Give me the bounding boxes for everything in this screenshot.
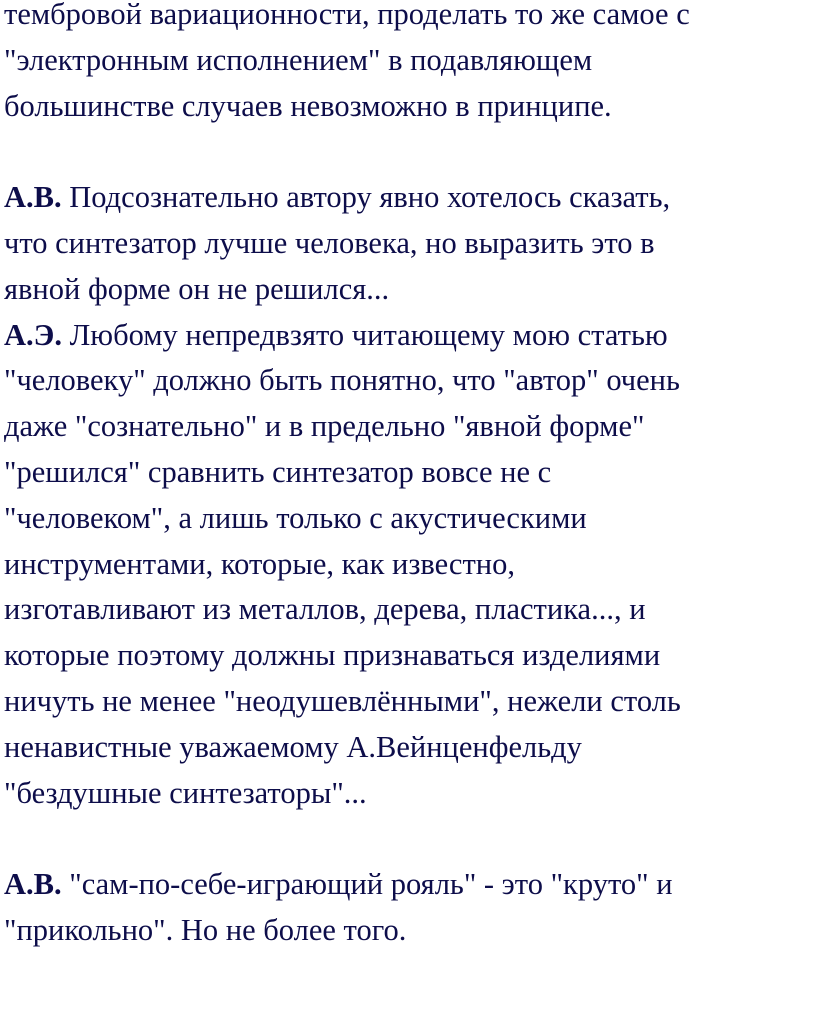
paragraph-intro (4, 0, 816, 129)
paragraph-spacer (4, 129, 816, 175)
text-line: "решился" сравнить синтезатор вовсе не с (4, 454, 552, 489)
text-line: ненавистные уважаемому А.Вейнценфельду (4, 729, 582, 764)
text-line: инструментами, которые, как известно, (4, 546, 515, 581)
paragraph-spacer (4, 816, 816, 862)
text-line: "прикольно". Но не более того. (4, 912, 407, 947)
paragraph-av-2 (4, 862, 816, 954)
text-line: "электронным исполнением" в подавляющем (4, 42, 593, 77)
text-line-content: Подсознательно автору явно хотелось сказать, (61, 180, 671, 215)
speaker-label: А.В. (4, 867, 62, 902)
text-line: "человеку" должно быть понятно, что "автор" очень (4, 363, 680, 398)
text-line: тембровой вариационности, проделать то же самое с (4, 0, 690, 31)
speaker-label: А.Э. (4, 317, 62, 352)
text-line: изготавливают из металлов, дерева, пластика..., и (4, 592, 646, 627)
text-line-content: "сам-по-себе-играющий рояль" - это "круто" и (61, 867, 673, 902)
paragraph-ae (4, 313, 816, 817)
text-line: которые поэтому должны признаваться изделиями (4, 638, 661, 673)
text-line: "человеком", а лишь только с акустическими (4, 500, 587, 535)
text-line (4, 175, 816, 221)
text-line: что синтезатор лучше человека, но выразить это в (4, 225, 655, 260)
text-line (4, 313, 816, 359)
speaker-label: А.В. (4, 180, 62, 215)
text-line: ничуть не менее "неодушевлёнными", нежели столь (4, 683, 681, 718)
text-line (4, 862, 816, 908)
text-line: даже "сознательно" и в предельно "явной форме" (4, 409, 645, 444)
text-line: явной форме он не решился... (4, 271, 390, 306)
text-line-content: Любому непредвзято читающему мою статью (61, 317, 668, 352)
text-line: "бездушные синтезаторы"... (4, 775, 367, 810)
text-line: большинстве случаев невозможно в принципе. (4, 88, 612, 123)
paragraph-av-1 (4, 175, 816, 312)
